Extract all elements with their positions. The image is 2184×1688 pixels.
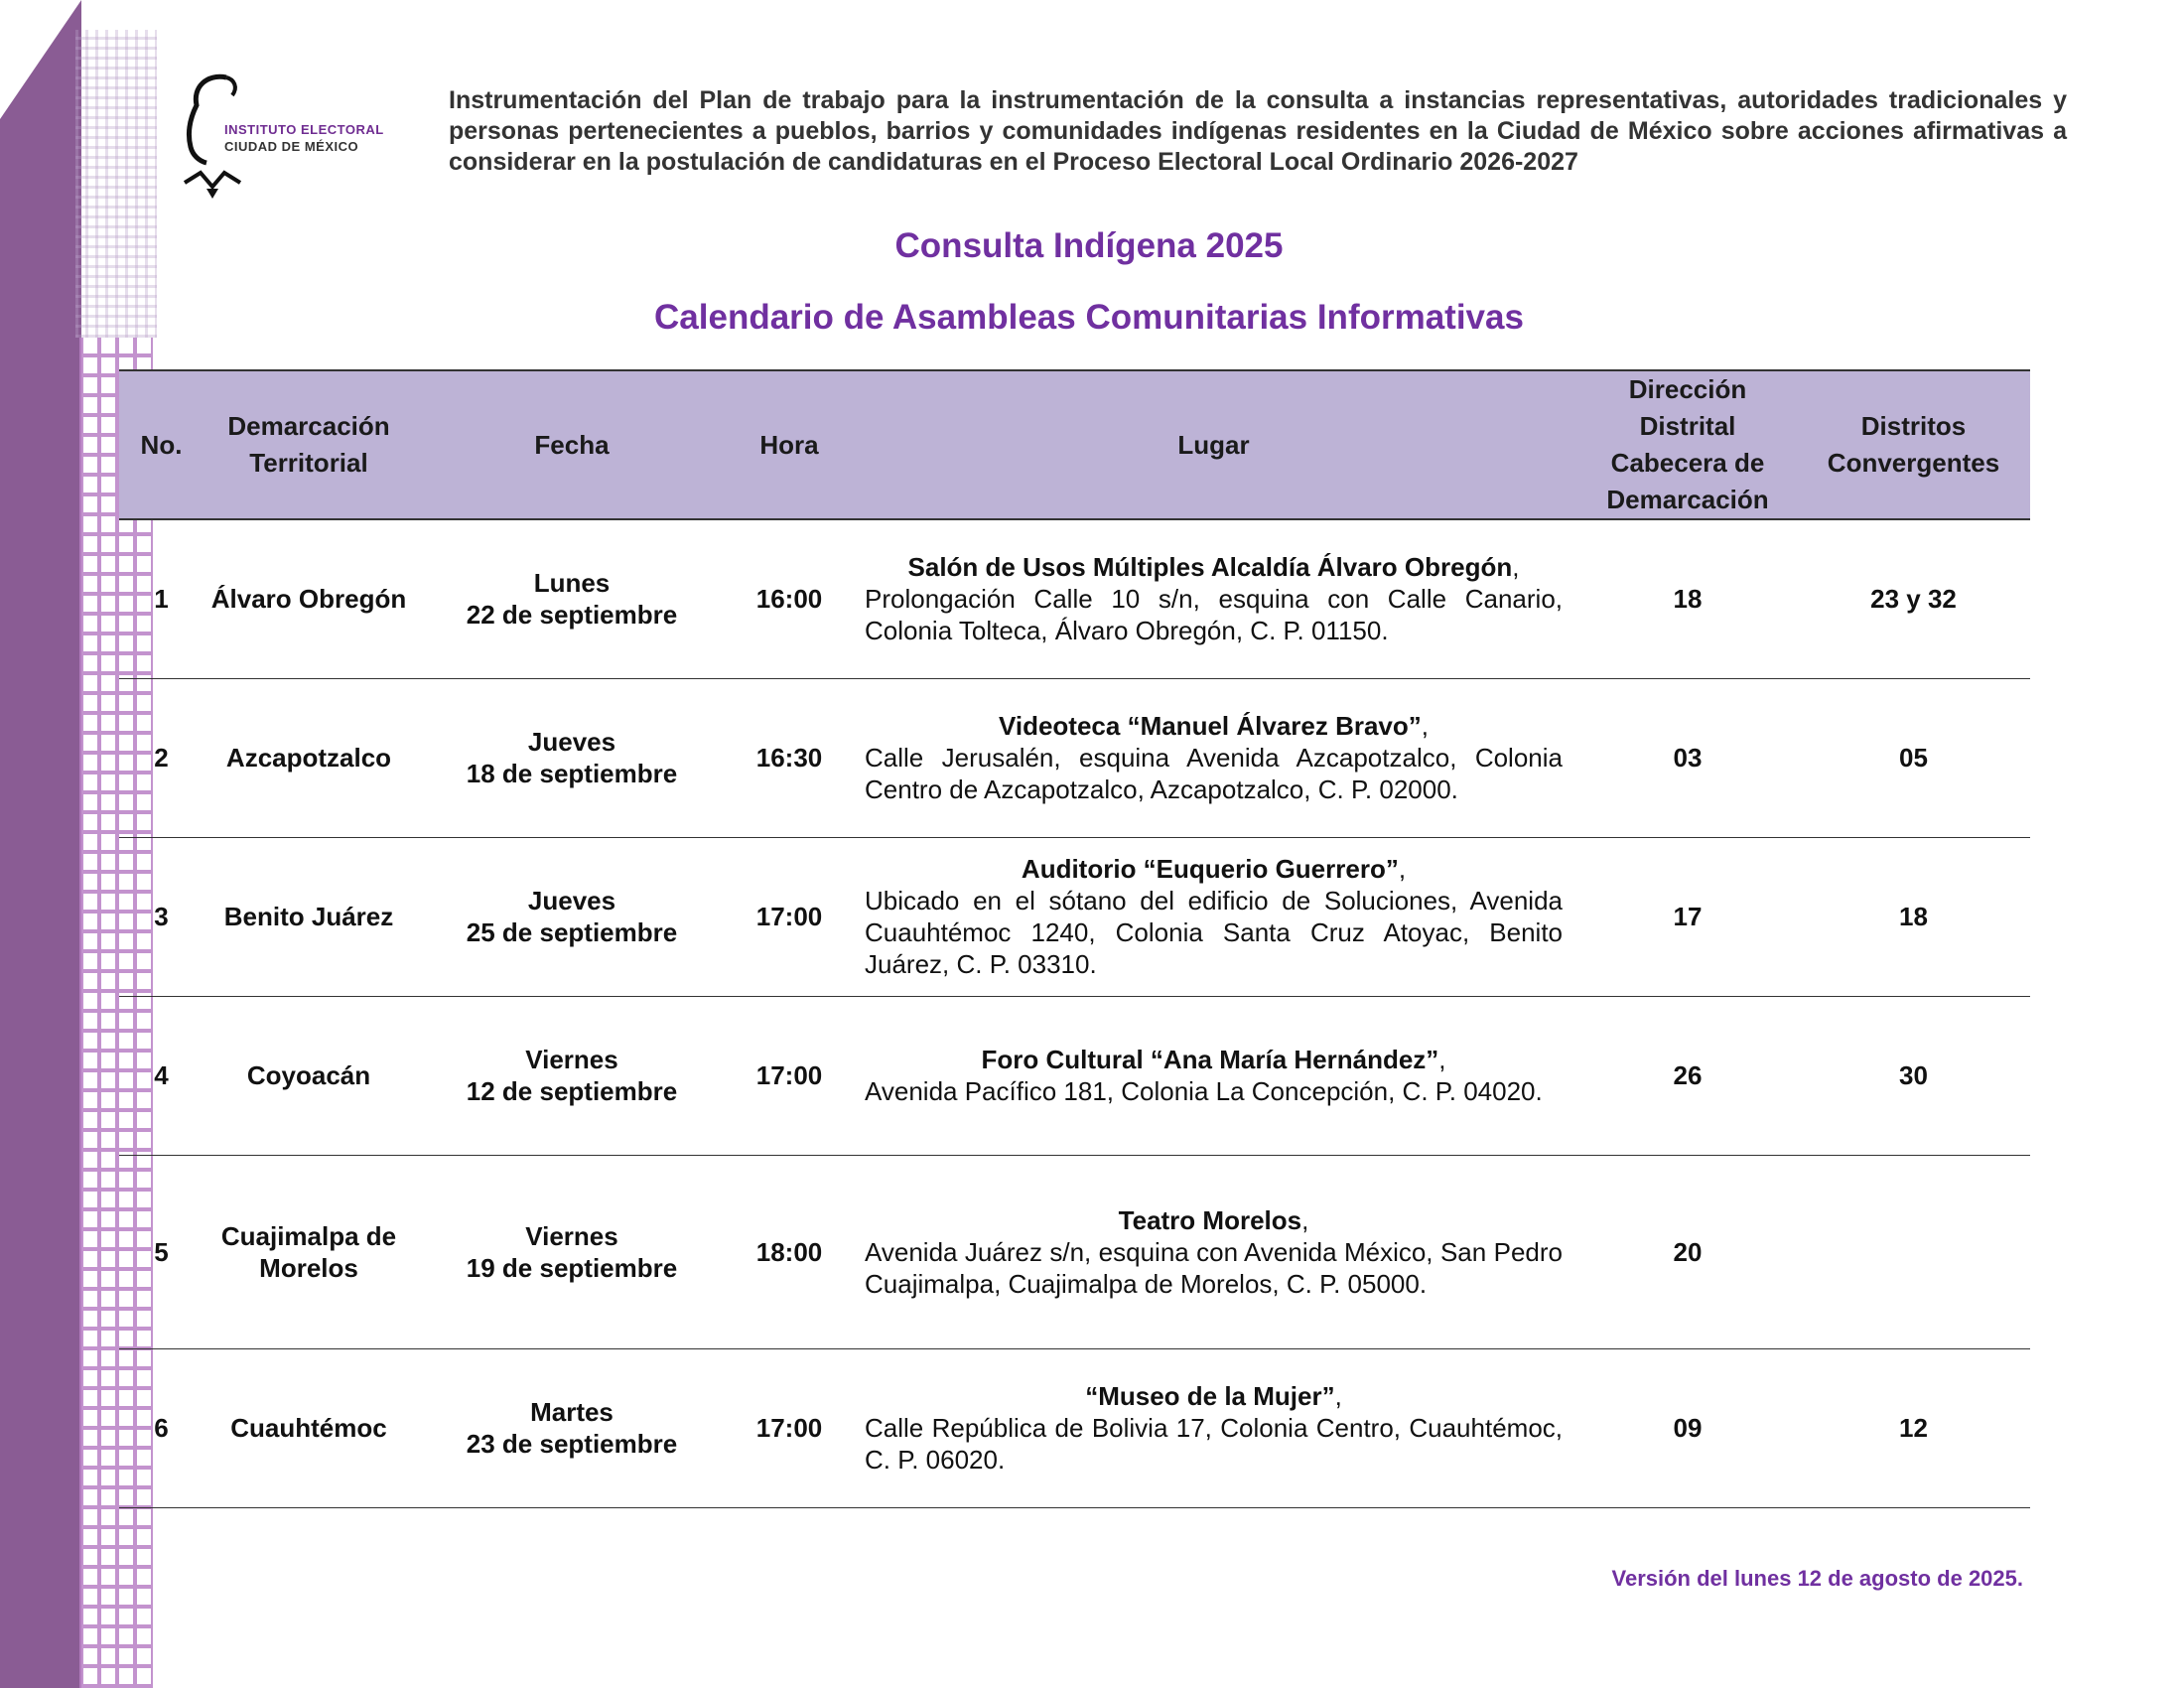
institute-logo [177,71,405,206]
cell-no: 3 [119,837,204,996]
cell-hora: 17:00 [730,996,849,1155]
cell-hora: 17:00 [730,1348,849,1507]
cell-fecha [414,678,730,837]
page-title: Consulta Indígena 2025 [894,226,1284,265]
cell-fecha [414,1155,730,1348]
cell-lugar: Videoteca “Manuel Álvarez Bravo”, Calle Jerusalén, esquina Avenida Azcapotzalco, Colonia Centro de Azcapotzalco, Azcapotzalco, C. P. 02000. [849,678,1578,837]
logo-line-2: CIUDAD DE MÉXICO [224,139,359,154]
cell-demarcacion: Benito Juárez [204,837,414,996]
cell-distritos: 18 [1797,837,2030,996]
cell-dia: Jueves [527,886,616,915]
cell-direccion: 09 [1578,1348,1797,1507]
cell-fecha [414,1348,730,1507]
cell-fecha [414,996,730,1155]
header-distritos: Distritos Convergentes [1797,370,2030,519]
cell-dia: Viernes [525,1045,618,1074]
cell-no: 5 [119,1155,204,1348]
cell-demarcacion: Álvaro Obregón [204,519,414,678]
cell-lugar: Teatro Morelos, Avenida Juárez s/n, esquina con Avenida México, San Pedro Cuajimalpa, Cuajimalpa de Morelos, C. P. 05000. [849,1155,1578,1348]
lugar-nombre: Foro Cultural “Ana María Hernández” [981,1045,1439,1074]
cell-lugar: Auditorio “Euquerio Guerrero”, Ubicado en el sótano del edificio de Soluciones, Avenida Cuauhtémoc 1240, Colonia Santa Cruz Atoyac, Benito Juárez, C. P. 03310. [849,837,1578,996]
cell-distritos [1797,1155,2030,1348]
table-row [119,1348,2030,1507]
lugar-direccion: Calle Jerusalén, esquina Avenida Azcapotzalco, Colonia Centro de Azcapotzalco, Azcapotzalco, C. P. 02000. [865,743,1563,804]
cell-dia: Lunes [533,568,611,599]
lugar-direccion: Avenida Juárez s/n, esquina con Avenida México, San Pedro Cuajimalpa, Cuajimalpa de Morelos, C. P. 05000. [865,1236,1563,1299]
version-footer: Versión del lunes 12 de agosto de 2025. [1611,1566,2023,1591]
cell-hora: 16:00 [730,519,849,678]
table-row [119,837,2030,996]
logo-text [224,121,384,155]
cell-lugar: Salón de Usos Múltiples Alcaldía Álvaro Obregón, Prolongación Calle 10 s/n, esquina con Calle Canario, Colonia Tolteca, Álvaro Obregón, C. P. 01150. [849,519,1578,678]
cell-dia: Viernes [525,1220,618,1251]
cell-fecha-texto: 18 de septiembre [466,759,678,788]
greek-pattern-top [75,30,157,338]
cell-hora: 16:30 [730,678,849,837]
side-band-cut [0,0,81,119]
cell-distritos: 23 y 32 [1797,519,2030,678]
cell-no: 2 [119,678,204,837]
cell-demarcacion: Coyoacán [204,996,414,1155]
page-subtitle: Calendario de Asambleas Comunitarias Informativas [654,298,1524,337]
lugar-direccion: Ubicado en el sótano del edificio de Soluciones, Avenida Cuauhtémoc 1240, Colonia Santa Cruz Atoyac, Benito Juárez, C. P. 03310. [865,886,1563,979]
cell-direccion: 18 [1578,519,1797,678]
cell-demarcacion: Azcapotzalco [204,678,414,837]
header-lugar: Lugar [849,370,1578,519]
lugar-direccion: Prolongación Calle 10 s/n, esquina con Calle Canario, Colonia Tolteca, Álvaro Obregón, C. P. 01150. [865,584,1563,646]
cell-fecha-texto: 22 de septiembre [466,600,678,631]
header-demarcacion: Demarcación Territorial [204,370,414,519]
cell-direccion: 17 [1578,837,1797,996]
cell-fecha-texto: 19 de septiembre [466,1252,678,1283]
lugar-nombre: Teatro Morelos [1118,1204,1302,1235]
cell-distritos: 05 [1797,678,2030,837]
cell-lugar: Foro Cultural “Ana María Hernández”, Avenida Pacífico 181, Colonia La Concepción, C. P. 04020. [849,996,1578,1155]
cell-dia: Martes [530,1397,614,1427]
lugar-direccion: Calle República de Bolivia 17, Colonia Centro, Cuauhtémoc, C. P. 06020. [865,1413,1563,1475]
table-row [119,519,2030,678]
side-decorative-band [0,0,81,1688]
header-no: No. [119,370,204,519]
table-row [119,1155,2030,1348]
cell-no: 1 [119,519,204,678]
cell-lugar: “Museo de la Mujer”, Calle República de Bolivia 17, Colonia Centro, Cuauhtémoc, C. P. 06020. [849,1348,1578,1507]
cell-no: 6 [119,1348,204,1507]
lugar-nombre: “Museo de la Mujer” [1085,1381,1335,1411]
cell-hora: 17:00 [730,837,849,996]
table-row [119,996,2030,1155]
logo-line-1: INSTITUTO ELECTORAL [224,122,384,137]
document-header: Instrumentación del Plan de trabajo para la instrumentación de la consulta a instancias representativas, autoridades tradicionales y personas pertenecientes a pueblos, barrios y comunidades indígenas residentes en la Ciudad de México sobre acciones afirmativas a considerar en la postulación de candidaturas en el Proceso Electoral Local Ordinario 2026-2027 [449,86,2067,176]
cell-fecha-texto: 12 de septiembre [466,1076,678,1106]
lugar-direccion: Avenida Pacífico 181, Colonia La Concepción, C. P. 04020. [865,1076,1543,1106]
cell-distritos: 12 [1797,1348,2030,1507]
cell-direccion: 26 [1578,996,1797,1155]
cell-fecha-texto: 23 de septiembre [466,1429,678,1459]
header-direccion: Dirección Distrital Cabecera de Demarcación [1578,370,1797,519]
table-header-row [119,370,2030,519]
cell-dia: Jueves [527,727,616,757]
cell-fecha [414,519,730,678]
cell-fecha [414,837,730,996]
table-row [119,678,2030,837]
cell-direccion: 03 [1578,678,1797,837]
lugar-nombre: Videoteca “Manuel Álvarez Bravo” [998,711,1422,741]
calendar-table [119,369,2030,1508]
cell-no: 4 [119,996,204,1155]
header-hora: Hora [730,370,849,519]
cell-hora: 18:00 [730,1155,849,1348]
cell-demarcacion: Cuajimalpa de Morelos [204,1155,414,1348]
cell-distritos: 30 [1797,996,2030,1155]
lugar-nombre: Auditorio “Euquerio Guerrero” [1021,854,1399,884]
cell-demarcacion: Cuauhtémoc [204,1348,414,1507]
cell-fecha-texto: 25 de septiembre [466,917,678,947]
header-fecha: Fecha [414,370,730,519]
lugar-nombre: Salón de Usos Múltiples Alcaldía Álvaro Obregón [907,552,1513,583]
cell-direccion: 20 [1578,1155,1797,1348]
